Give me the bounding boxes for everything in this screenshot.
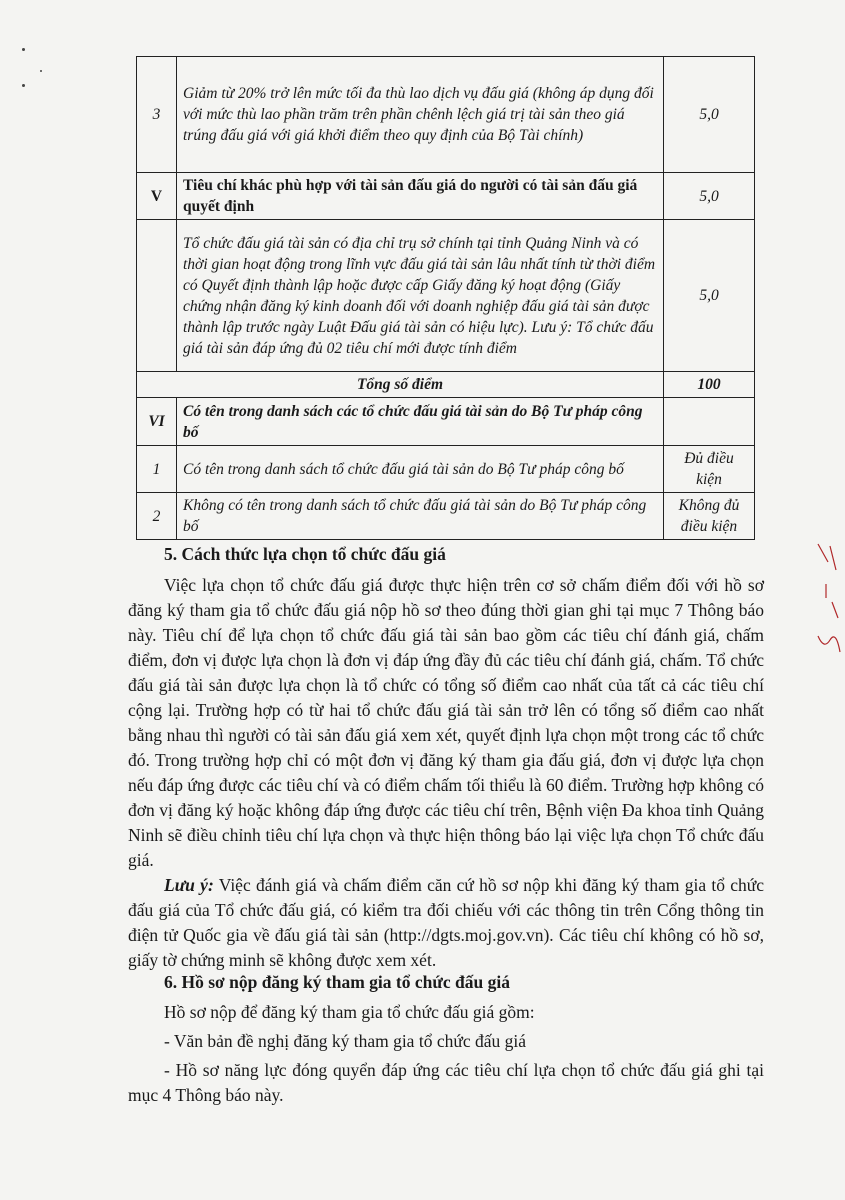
table-row [137,220,755,372]
row-score: Đủ điều kiện [664,446,755,493]
row-criterion: Có tên trong danh sách các tổ chức đấu giá tài sản do Bộ Tư pháp công bố [177,398,664,446]
row-criterion: Tổ chức đấu giá tài sản có địa chỉ trụ sở chính tại tỉnh Quảng Ninh và có thời gian hoạt động trong lĩnh vực đấu giá tài sản lâu nhất tính từ thời điểm có Quyết định thành lập hoặc được cấp Giấy đăng ký hoạt động (Giấy chứng nhận đăng ký kinh doanh đối với doanh nghiệp đấu giá tài sản được thành lập trước ngày Luật Đấu giá tài sản có hiệu lực). Lưu ý: Tổ chức đấu giá tài sản đáp ứng đủ 02 tiêu chí mới được tính điểm [177,220,664,372]
scan-speck [40,70,42,72]
row-score: 5,0 [664,57,755,173]
table-row-total [137,372,755,398]
scan-speck [22,48,25,51]
row-number: 1 [137,446,177,493]
row-score: Không đủ điều kiện [664,493,755,540]
table-row [137,57,755,173]
total-label: Tổng số điểm [137,372,664,398]
row-number [137,220,177,372]
section-5-body [128,573,764,973]
row-number: V [137,173,177,220]
table-row [137,398,755,446]
total-score: 100 [664,372,755,398]
note-paragraph [128,873,764,973]
section-5-paragraph: Việc lựa chọn tổ chức đấu giá được thực hiện trên cơ sở chấm điểm đối với hồ sơ đăng ký tham gia tổ chức đấu giá nộp hồ sơ theo đúng thời gian ghi tại mục 7 Thông báo này. Tiêu chí để lựa chọn tổ chức đấu giá tài sản bao gồm các tiêu chí đánh giá, chấm điểm, đơn vị được lựa chọn là đơn vị đáp ứng đầy đủ các tiêu chí đánh giá, chấm. Tổ chức đấu giá tài sản được lựa chọn là tổ chức có tổng số điểm cao nhất của tất cả các tiêu chí cộng lại. Trường hợp có từ hai tổ chức đấu giá tài sản trở lên có tổng số điểm cao nhất bằng nhau thì người có tài sản đấu giá xem xét, quyết định lựa chọn một trong các tổ chức đó. Trong trường hợp chỉ có một đơn vị đăng ký tham gia đấu giá, đơn vị được lựa chọn nếu đáp ứng được các tiêu chí và có điểm chấm tối thiểu là 60 điểm. Trường hợp không có đơn vị đăng ký hoặc không đáp ứng được các tiêu chí trên, Bệnh viện Đa khoa tỉnh Quảng Ninh sẽ điều chỉnh tiêu chí lựa chọn và thực hiện thông báo lại việc lựa chọn Tổ chức đấu giá. [128,575,764,870]
row-number: 2 [137,493,177,540]
row-score: 5,0 [664,173,755,220]
scan-speck [22,84,25,87]
row-number: VI [137,398,177,446]
section-6-heading: 6. Hồ sơ nộp đăng ký tham gia tổ chức đấu giá [164,972,510,992]
row-criterion: Giảm từ 20% trở lên mức tối đa thù lao dịch vụ đấu giá (không áp dụng đối với mức thù lao phần trăm trên phần chênh lệch giá trị tài sản theo giá trúng đấu giá với giá khởi điểm theo quy định của Bộ Tài chính) [177,57,664,173]
section-6-item: - Hồ sơ năng lực đóng quyển đáp ứng các tiêu chí lựa chọn tổ chức đấu giá ghi tại mục 4 Thông báo này. [128,1060,764,1105]
margin-stamp-marks [812,540,842,680]
row-number: 3 [137,57,177,173]
note-label: Lưu ý: [164,875,214,895]
table-row [137,173,755,220]
table-row [137,493,755,540]
row-criterion: Có tên trong danh sách tổ chức đấu giá tài sản do Bộ Tư pháp công bố [177,446,664,493]
row-criterion: Tiêu chí khác phù hợp với tài sản đấu giá do người có tài sản đấu giá quyết định [177,173,664,220]
section-6-body [128,1000,764,1108]
criteria-table [136,56,755,540]
row-score: 5,0 [664,220,755,372]
note-text: Việc đánh giá và chấm điểm căn cứ hồ sơ nộp khi đăng ký tham gia tổ chức đấu giá của Tổ chức đấu giá, có kiểm tra đối chiếu với các thông tin trên Cổng thông tin điện tử Quốc gia về đấu giá tài sản (http://dgts.moj.gov.vn). Các tiêu chí không có hồ sơ, giấy tờ chứng minh sẽ không được xem xét. [128,875,765,970]
row-score [664,398,755,446]
section-5-heading: 5. Cách thức lựa chọn tổ chức đấu giá [164,544,446,564]
section-6-item: - Văn bản đề nghị đăng ký tham gia tổ chức đấu giá [164,1031,526,1051]
section-6-intro: Hồ sơ nộp để đăng ký tham gia tổ chức đấu giá gồm: [164,1002,535,1022]
table-row [137,446,755,493]
row-criterion: Không có tên trong danh sách tổ chức đấu giá tài sản do Bộ Tư pháp công bố [177,493,664,540]
